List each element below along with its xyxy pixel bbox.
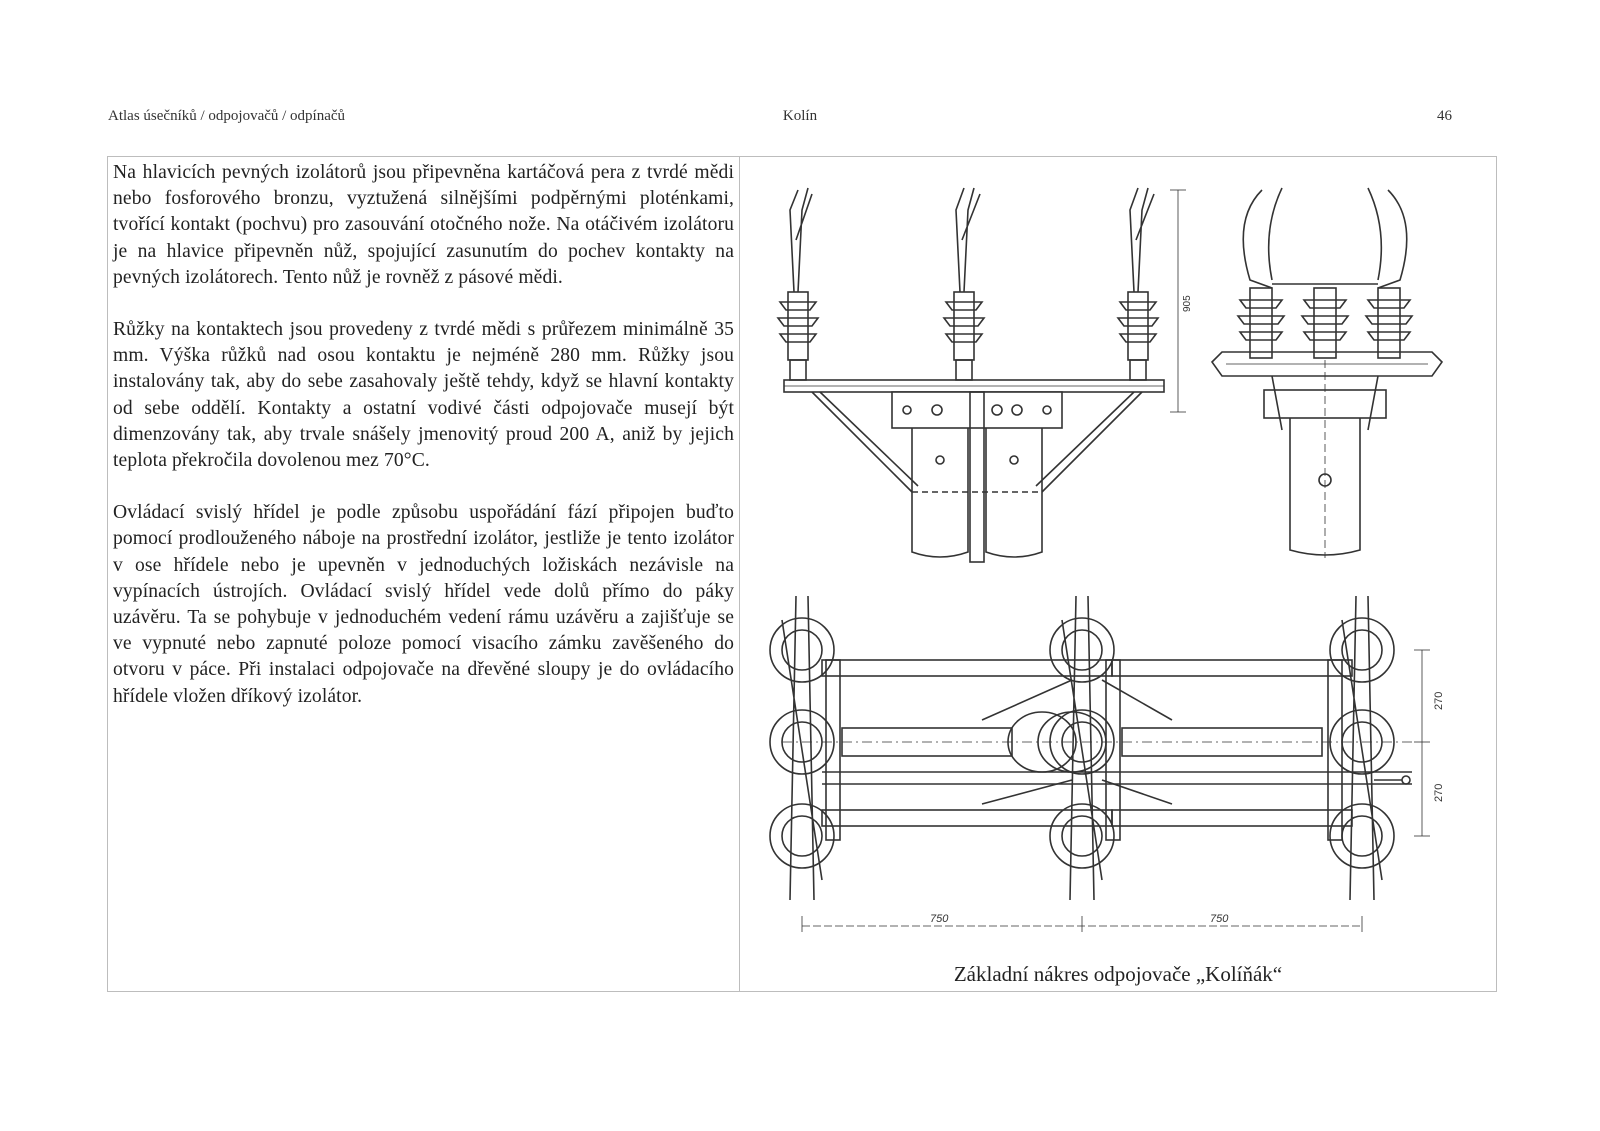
plan-insulators	[770, 618, 1394, 868]
text-column	[113, 160, 734, 736]
disconnector-drawing	[742, 180, 1494, 960]
header-atlas-title: Atlas úsečníků / odpojovačů / odpínačů	[108, 108, 346, 124]
paragraph-horns: Růžky na kontaktech jsou provedeny z tvrdé mědi s průřezem minimálně 35 mm. Výška růžků nad osou kontaktu je nejméně 280 mm. Růžky jsou instalovány tak, aby do sebe zasahovaly ještě tehdy, když se hlavní kontakty od sebe oddělí. Kontakty a ostatní vodivé části odpojovače musejí být dimenzovány tak, aby trvale snášely jmenovitý proud 200 A, aniž by jejich teplota překročila dovolenou mez 70°C.	[113, 319, 734, 472]
front-elevation-view	[778, 188, 1193, 562]
header-section-title: Kolín	[782, 108, 818, 124]
plan-width-dimension-1: 750	[930, 913, 949, 925]
front-insulator-middle	[944, 188, 984, 380]
page-number: 46	[1437, 108, 1452, 124]
plan-view	[770, 596, 1445, 932]
front-insulator-left	[778, 188, 818, 380]
front-insulator-right	[1118, 188, 1158, 380]
plan-spacing-dimension-2: 270	[1433, 783, 1445, 802]
paragraph-shaft: Ovládací svislý hřídel je podle způsobu uspořádání fází připojen buďto pomocí prodlouženého náboje na prostřední izolátor, jestliže je tento izolátor v ose hřídele nebo je upevněn v jednoduchých ložiskách nezávisle na vypínacích ústrojích. Ovládací svislý hřídel vede dolů přímo do páky uzávěru. Ta se pohybuje v jednoduchém vedení rámu uzávěru a zajišťuje se ve vypnuté nebo zapnuté poloze pomocí visacího zámku zavěšeného do otvoru v páce. Při instalaci odpojovače na dřevěné sloupy je do ovládacího hřídele vložen dříkový izolátor.	[113, 502, 734, 707]
column-divider	[739, 156, 740, 992]
front-height-dimension: 905	[1182, 295, 1193, 312]
paragraph-contacts: Na hlavicích pevných izolátorů jsou připevněna kartáčová pera z tvrdé mědi nebo fosforového bronzu, vyztužená silnějšími podpěrnými ploténkami, tvořící kontakt (pochvu) pro zasouvání otočného nože. Na otáčivém izolátoru je na hlavice připevněn nůž, spojující zasunutím do pochev kontakty na pevných izolátorech. Tento nůž je rovněž z pásové mědi.	[113, 162, 734, 288]
plan-width-dimension-2: 750	[1210, 913, 1229, 925]
figure-caption: Základní nákres odpojovače „Kolíňák“	[953, 962, 1283, 986]
side-elevation-view	[1212, 188, 1442, 558]
plan-spacing-dimension-1: 270	[1433, 691, 1445, 710]
